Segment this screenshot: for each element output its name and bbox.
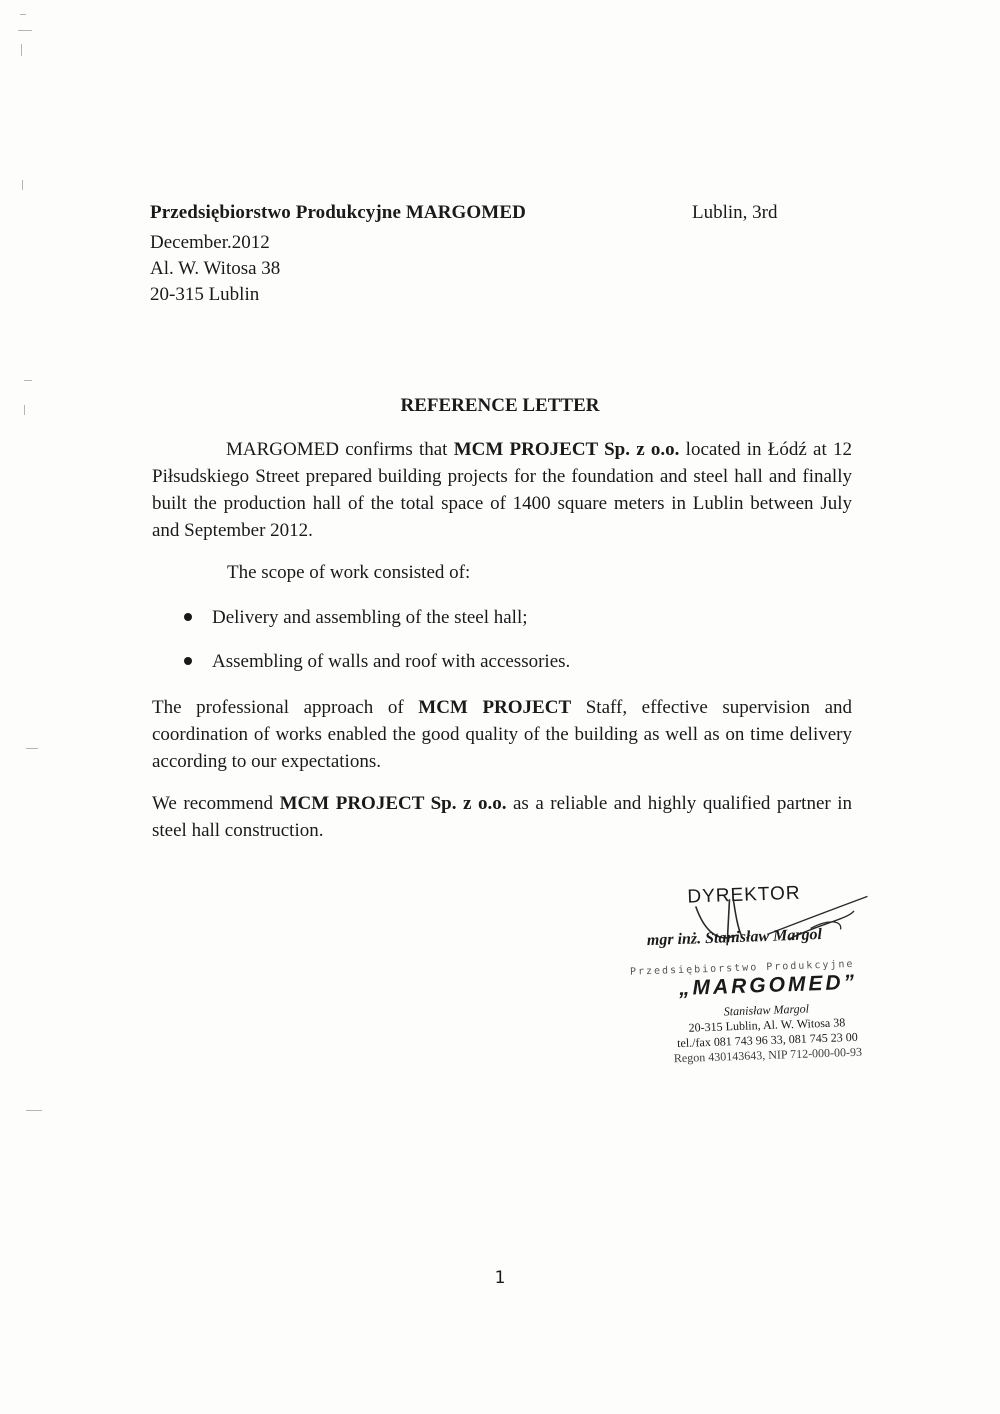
paragraph-recommendation — [152, 790, 852, 844]
scan-artifact — [24, 380, 32, 381]
sender-street: Al. W. Witosa 38 — [150, 258, 281, 279]
sender-city: 20-315 Lublin — [150, 284, 260, 305]
stamp-role: DYREKTOR — [687, 882, 801, 908]
paragraph-text: located in Łódź at 12 Piłsudskiego Street prepared building projects for the foundation and steel hall and finally built the production hall of the total space of 1400 square meters in Lublin between July and September 2012. — [152, 439, 853, 541]
company-stamp — [617, 865, 914, 1075]
paragraph-text: Staff, effective supervision and coordination of works enabled the good quality of the building as well as on time delivery according to our expectations. — [152, 697, 853, 772]
stamp-signatory: mgr inż. Stanisław Margol — [646, 925, 823, 950]
paragraph-approach — [152, 694, 852, 775]
paragraph-text: The professional approach of — [152, 697, 419, 718]
scan-artifact — [26, 1110, 42, 1111]
scan-artifact — [18, 30, 32, 31]
company-name-bold: MCM PROJECT Sp. z o.o. — [279, 793, 507, 814]
stamp-registration-ids: Regon 430143643, NIP 712-000-00-93 — [673, 1044, 863, 1066]
bullet-icon — [184, 613, 192, 621]
bullet-icon — [184, 657, 192, 665]
page-number: 1 — [494, 1268, 506, 1288]
paragraph-text: as a reliable and highly qualified partner in steel hall construction. — [152, 793, 853, 841]
paragraph-text: We recommend — [152, 793, 280, 814]
scan-artifact — [22, 180, 23, 190]
stamp-phone: tel./fax 081 743 96 33, 081 745 23 00 — [676, 1029, 858, 1051]
paragraph-confirmation — [152, 436, 852, 544]
company-name-bold: MCM PROJECT Sp. z o.o. — [453, 439, 680, 460]
scan-artifact — [20, 14, 26, 15]
stamp-header-partial: Przedsiębiorstwo Produkcyjne — [629, 958, 855, 978]
scope-list-item — [184, 607, 528, 629]
scan-artifact — [21, 44, 22, 56]
scope-item-text: Assembling of walls and roof with accessories. — [212, 651, 571, 672]
letter-place-date: Lublin, 3rd — [692, 202, 778, 223]
stamp-address: 20-315 Lublin, Al. W. Witosa 38 — [688, 1015, 846, 1035]
letter-title: REFERENCE LETTER — [400, 395, 600, 416]
scope-list-item — [184, 651, 570, 673]
stamp-brand: „MARGOMED” — [678, 970, 858, 1001]
letter-date-continued: December.2012 — [150, 232, 270, 253]
company-name-bold: MCM PROJECT — [418, 697, 572, 718]
sender-address — [150, 230, 280, 308]
sender-company: Przedsiębiorstwo Produkcyjne MARGOMED — [150, 202, 526, 223]
stamp-owner: Stanisław Margol — [723, 1001, 810, 1019]
paragraph-text: MARGOMED confirms that — [226, 439, 454, 460]
scan-artifact — [26, 748, 38, 749]
scope-intro: The scope of work consisted of: — [227, 562, 471, 583]
scope-item-text: Delivery and assembling of the steel hall; — [212, 607, 528, 628]
